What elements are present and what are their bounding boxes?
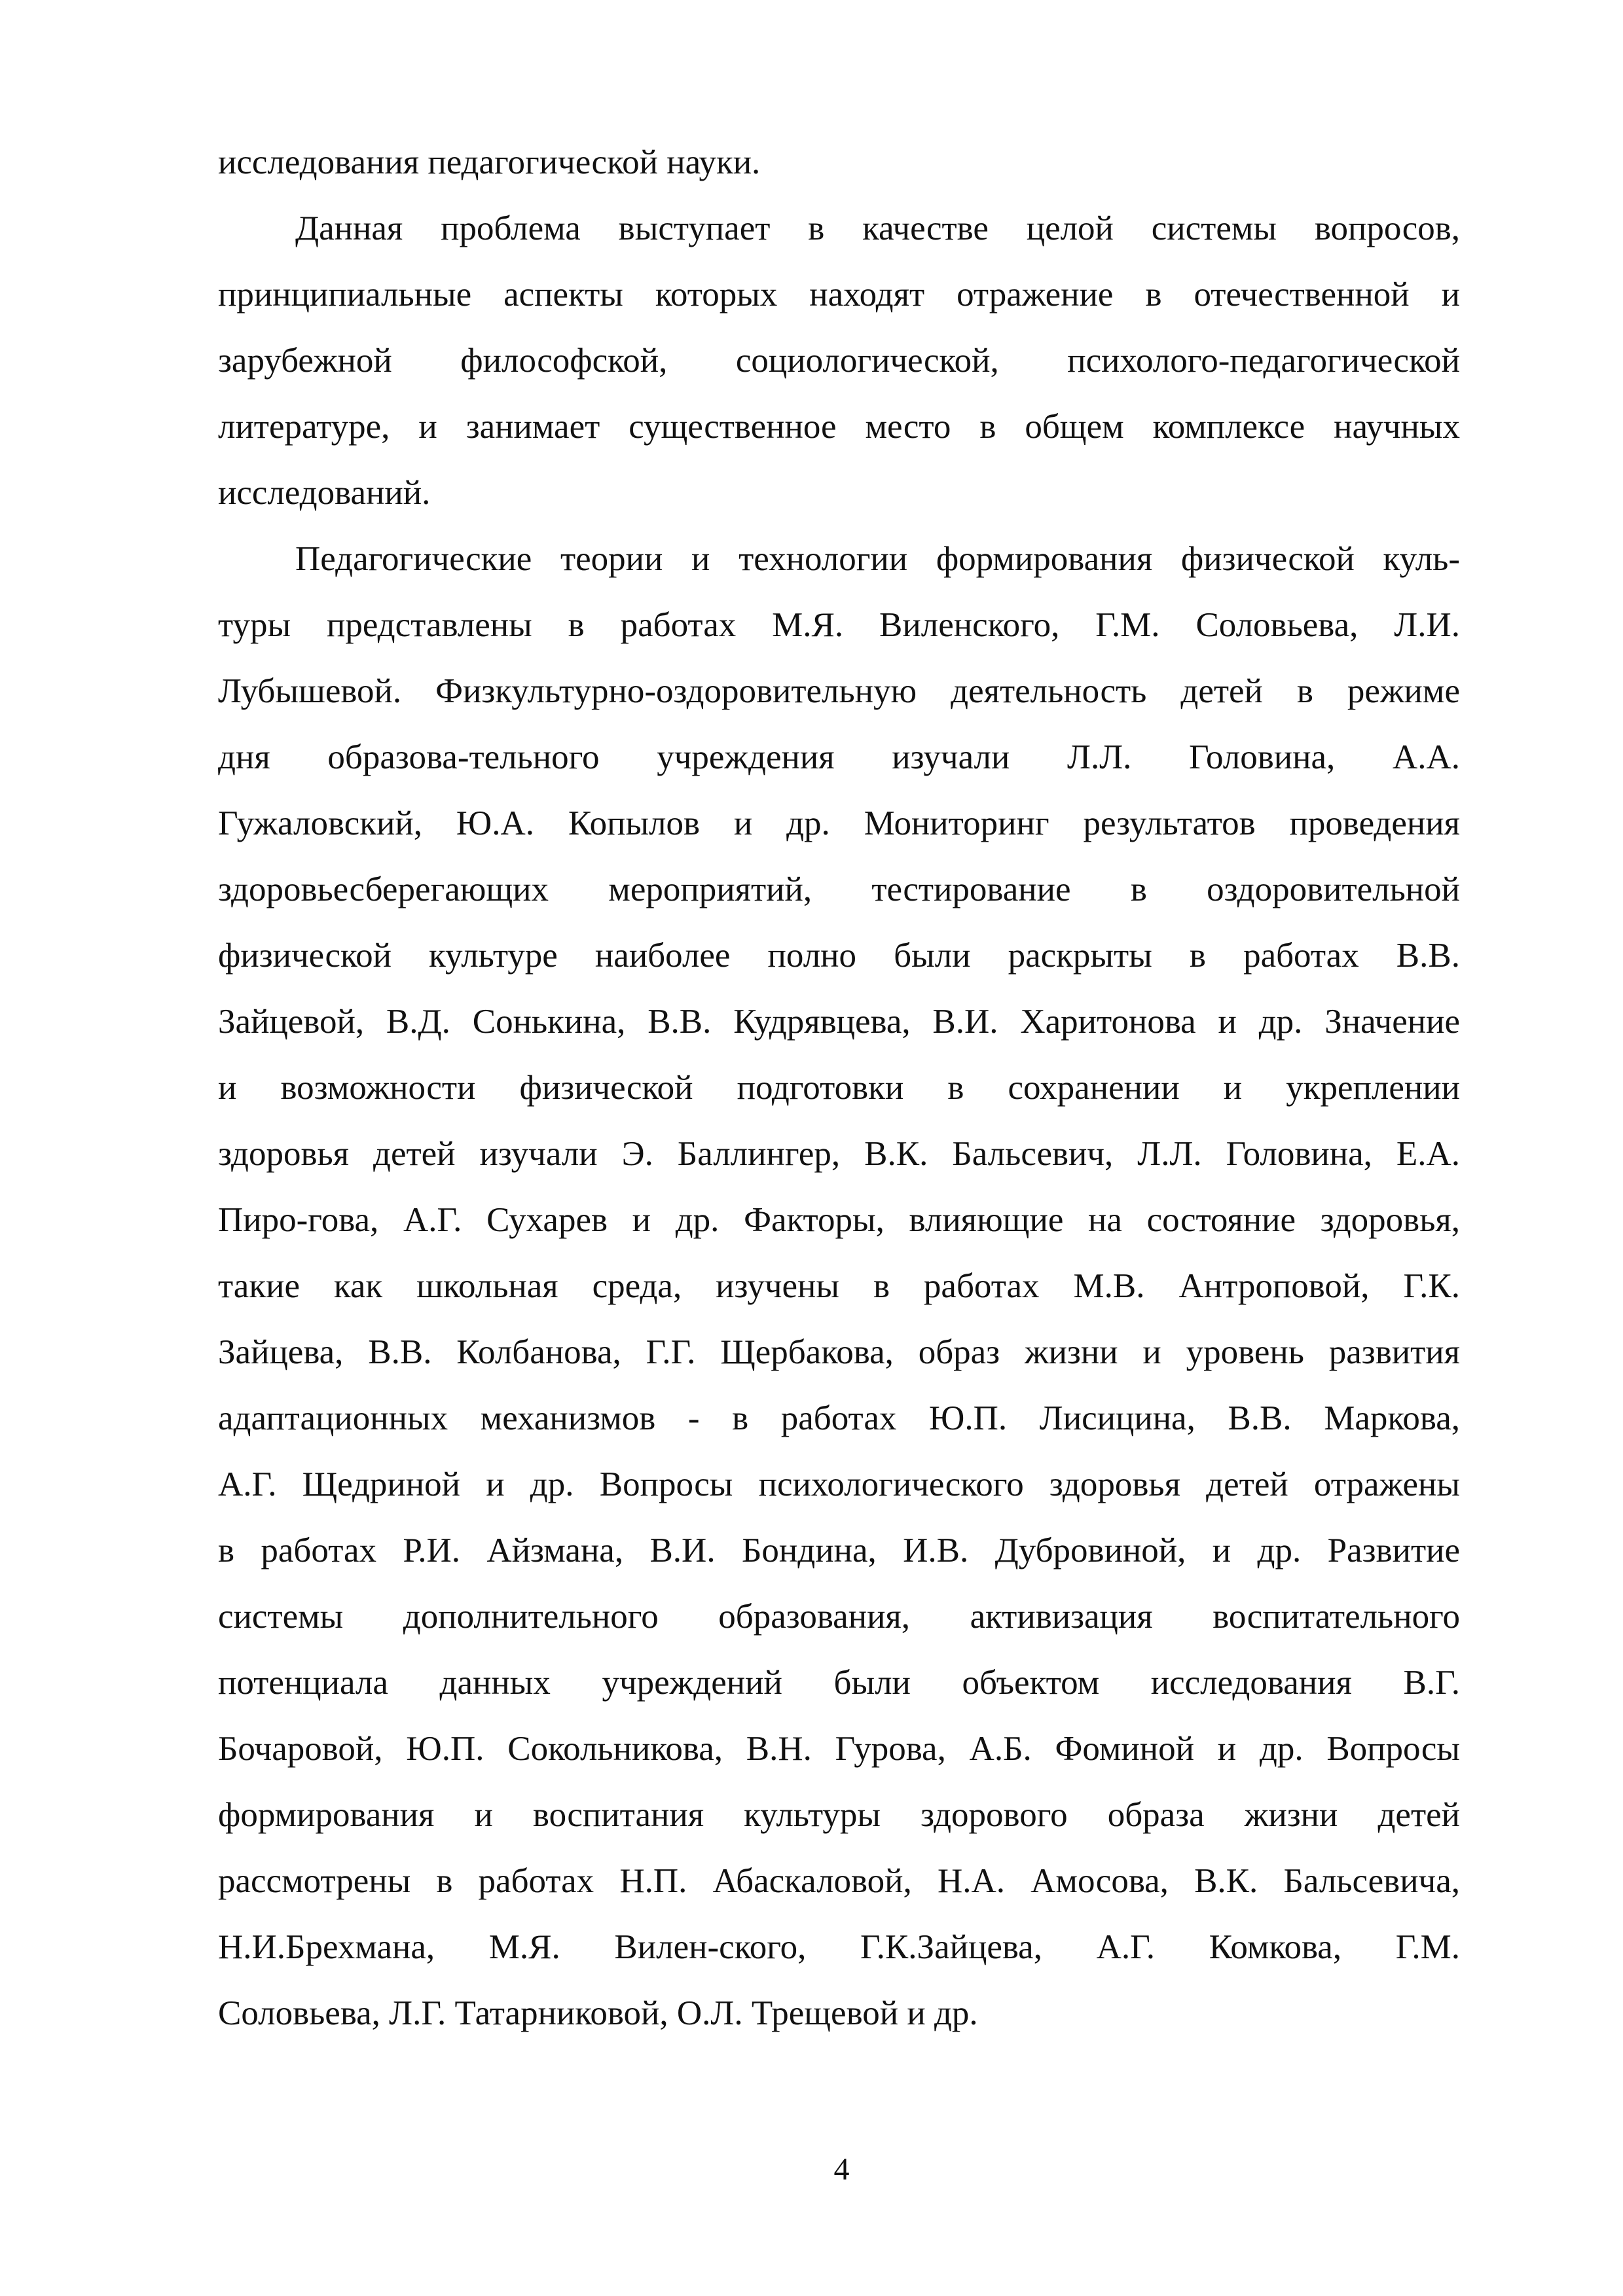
text-line: рассмотрены в работах Н.П. Абаскаловой, Н.А. Амосова, В.К. Бальсевича, bbox=[218, 1862, 1460, 1900]
paragraph bbox=[218, 130, 1460, 196]
text-line: Н.И.Брехмана, М.Я. Вилен-ского, Г.К.Зайцева, А.Г. Комкова, Г.М. bbox=[218, 1928, 1460, 1966]
page-body-text bbox=[218, 130, 1460, 2047]
paragraph bbox=[218, 196, 1460, 526]
page-number: 4 bbox=[833, 2152, 850, 2187]
text-line: здоровьесберегающих мероприятий, тестирование в оздоровительной bbox=[218, 870, 1460, 908]
text-line: и возможности физической подготовки в сохранении и укреплении bbox=[218, 1069, 1460, 1107]
text-line: литературе, и занимает существенное место в общем комплексе научных bbox=[218, 408, 1460, 446]
text-line: зарубежной философской, социологической, психолого-педагогической bbox=[218, 342, 1460, 380]
text-line: принципиальные аспекты которых находят отражение в отечественной и bbox=[218, 276, 1460, 314]
text-line: Зайцева, В.В. Колбанова, Г.Г. Щербакова, образ жизни и уровень развития bbox=[218, 1333, 1460, 1371]
text-line: Зайцевой, В.Д. Сонькина, В.В. Кудрявцева, В.И. Харитонова и др. Значение bbox=[218, 1003, 1460, 1041]
text-line: адаптационных механизмов - в работах Ю.П. Лисицина, В.В. Маркова, bbox=[218, 1399, 1460, 1437]
text-line: Лубышевой. Физкультурно-оздоровительную деятельность детей в режиме bbox=[218, 672, 1460, 710]
text-line: формирования и воспитания культуры здорового образа жизни детей bbox=[218, 1796, 1460, 1834]
text-line: исследований. bbox=[218, 474, 431, 512]
text-line: исследования педагогической науки. bbox=[218, 143, 761, 181]
text-line: системы дополнительного образования, активизация воспитательного bbox=[218, 1598, 1460, 1636]
text-line: Пиро-гова, А.Г. Сухарев и др. Факторы, влияющие на состояние здоровья, bbox=[218, 1201, 1460, 1239]
text-line: Бочаровой, Ю.П. Сокольникова, В.Н. Гурова, А.Б. Фоминой и др. Вопросы bbox=[218, 1730, 1460, 1768]
text-line: А.Г. Щедриной и др. Вопросы психологического здоровья детей отражены bbox=[218, 1465, 1460, 1503]
text-line: такие как школьная среда, изучены в работах М.В. Антроповой, Г.К. bbox=[218, 1267, 1460, 1305]
text-line: физической культуре наиболее полно были раскрыты в работах В.В. bbox=[218, 937, 1460, 975]
text-line: Гужаловский, Ю.А. Копылов и др. Мониторинг результатов проведения bbox=[218, 804, 1460, 842]
text-line: дня образова-тельного учреждения изучали Л.Л. Головина, А.А. bbox=[218, 738, 1460, 776]
text-line: туры представлены в работах М.Я. Виленского, Г.М. Соловьева, Л.И. bbox=[218, 606, 1460, 644]
text-line: Данная проблема выступает в качестве целой системы вопросов, bbox=[295, 209, 1460, 247]
text-line: потенциала данных учреждений были объектом исследования В.Г. bbox=[218, 1664, 1460, 1702]
text-line: в работах Р.И. Айзмана, В.И. Бондина, И.В. Дубровиной, и др. Развитие bbox=[218, 1532, 1460, 1570]
text-line: Педагогические теории и технологии формирования физической куль- bbox=[295, 540, 1460, 578]
text-line: Соловьева, Л.Г. Татарниковой, О.Л. Трещевой и др. bbox=[218, 1994, 978, 2032]
text-line: здоровья детей изучали Э. Баллингер, В.К. Бальсевич, Л.Л. Головина, Е.А. bbox=[218, 1135, 1460, 1173]
paragraph bbox=[218, 526, 1460, 2047]
